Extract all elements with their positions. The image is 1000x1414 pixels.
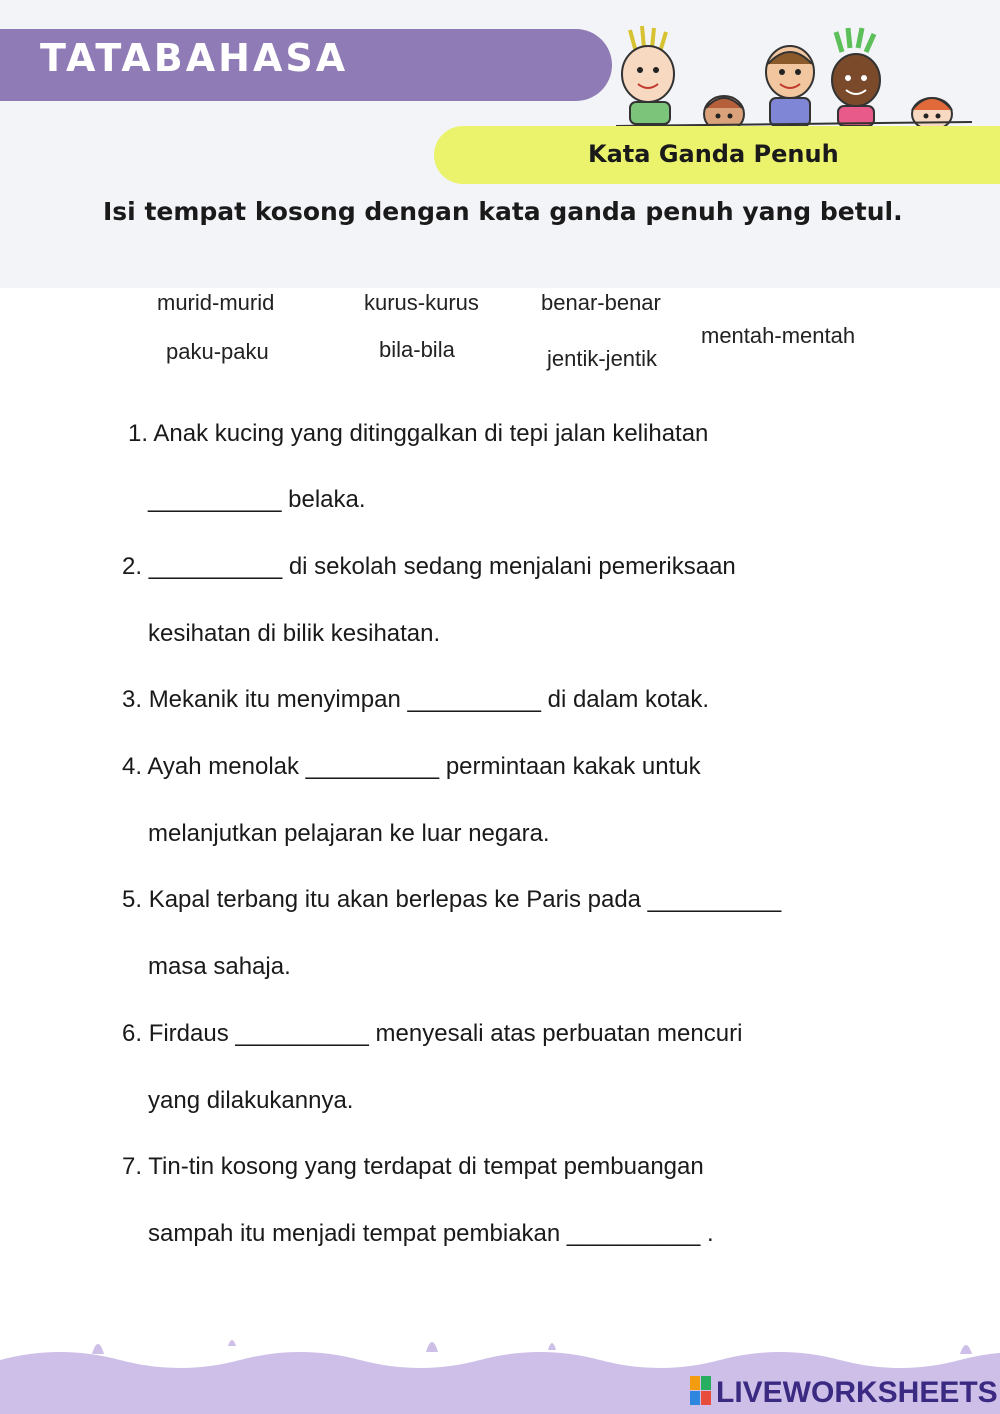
question-text: Anak kucing yang ditinggalkan di tepi jalan kelihatan bbox=[153, 420, 709, 447]
word-bank-item: kurus-kurus bbox=[364, 290, 479, 315]
question-number: 2. bbox=[122, 553, 143, 580]
worksheet-title: TATABAHASA bbox=[40, 36, 349, 80]
question-text: Tin-tin kosong yang terdapat di tempat pembuangan bbox=[148, 1153, 704, 1180]
child-figure-1 bbox=[622, 26, 674, 124]
question-7-continuation: sampah itu menjadi tempat pembiakan __________ . bbox=[148, 1220, 714, 1247]
child-figure-3 bbox=[766, 46, 814, 126]
question-5-continuation: masa sahaja. bbox=[148, 953, 291, 980]
question-number: 6. bbox=[122, 1020, 143, 1047]
word-bank-item: bila-bila bbox=[379, 337, 455, 362]
question-7 bbox=[122, 1153, 704, 1181]
question-4-continuation: melanjutkan pelajaran ke luar negara. bbox=[148, 820, 550, 847]
word-bank-item: jentik-jentik bbox=[547, 346, 658, 371]
worksheet-subtitle: Kata Ganda Penuh bbox=[588, 140, 839, 168]
question-5 bbox=[122, 886, 781, 914]
question-text: Kapal terbang itu akan berlepas ke Paris pada __________ bbox=[148, 886, 782, 913]
liveworksheets-logo-icon bbox=[690, 1376, 712, 1406]
question-text: Firdaus __________ menyesali atas perbuatan mencuri bbox=[148, 1020, 743, 1047]
question-6 bbox=[122, 1020, 742, 1048]
question-number: 3. bbox=[122, 686, 143, 713]
child-figure-4 bbox=[832, 28, 880, 126]
word-bank-item: paku-paku bbox=[166, 339, 269, 364]
question-number: 5. bbox=[122, 886, 143, 913]
question-1-continuation: __________ belaka. bbox=[148, 486, 366, 513]
word-bank-item: mentah-mentah bbox=[701, 323, 856, 348]
question-6-continuation: yang dilakukannya. bbox=[148, 1087, 354, 1114]
question-2 bbox=[122, 553, 736, 581]
question-4 bbox=[122, 753, 701, 781]
children-illustration bbox=[606, 22, 978, 128]
question-text: __________ di sekolah sedang menjalani pemeriksaan bbox=[148, 553, 736, 580]
question-number: 4. bbox=[122, 753, 143, 780]
instruction-text: Isi tempat kosong dengan kata ganda penuh yang betul. bbox=[103, 197, 903, 226]
child-figure-2 bbox=[704, 96, 744, 128]
liveworksheets-brand[interactable]: LIVEWORKSHEETS bbox=[716, 1376, 998, 1409]
question-number: 1. bbox=[128, 420, 149, 447]
question-2-continuation: kesihatan di bilik kesihatan. bbox=[148, 620, 441, 647]
word-bank-item: murid-murid bbox=[157, 290, 275, 315]
question-3 bbox=[122, 686, 709, 714]
word-bank-item: benar-benar bbox=[541, 290, 661, 315]
question-text: Mekanik itu menyimpan __________ di dalam kotak. bbox=[148, 686, 710, 713]
question-number: 7. bbox=[122, 1153, 143, 1180]
question-1 bbox=[128, 420, 708, 448]
question-text: Ayah menolak __________ permintaan kakak untuk bbox=[147, 753, 701, 780]
